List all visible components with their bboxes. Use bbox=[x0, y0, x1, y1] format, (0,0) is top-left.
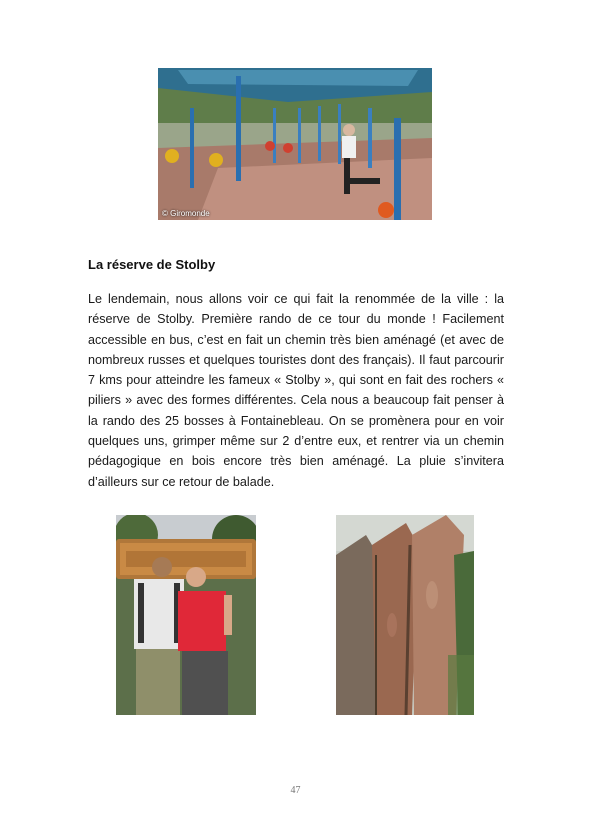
page-number: 47 bbox=[290, 785, 301, 796]
rock-pillar-photo bbox=[336, 515, 474, 715]
outdoor-gym-photo bbox=[158, 68, 432, 220]
rock-pillar-illustration bbox=[336, 515, 474, 715]
photo-watermark: © Giromonde bbox=[162, 209, 210, 218]
couple-illustration bbox=[116, 515, 256, 715]
section-heading: La réserve de Stolby bbox=[88, 257, 216, 272]
section-paragraph: Le lendemain, nous allons voir ce qui fait la renommée de la ville : la réserve de Stolby. Première rando de ce tour du monde ! Facilement accessible en bus, c’est en fait un chemin très bien aménagé (et avec de nombreux russes et quelques touristes dont des français). Il faut parcourir 7 kms pour atteindre les fameux « Stolby », qui sont en fait des rochers « piliers » avec des formes différentes. Cela nous a beaucoup fait penser à la rando des 25 bosses à Fontainebleau. On se promènera pour en voir quelques uns, grimper même sur 2 d’entre eux, et rentrer via un chemin pédagogique en bois encore très bien aménagé. La pluie s’invitera d’ailleurs sur ce retour de balade. bbox=[88, 292, 504, 489]
couple-photo bbox=[116, 515, 256, 715]
outdoor-gym-illustration bbox=[158, 68, 432, 220]
